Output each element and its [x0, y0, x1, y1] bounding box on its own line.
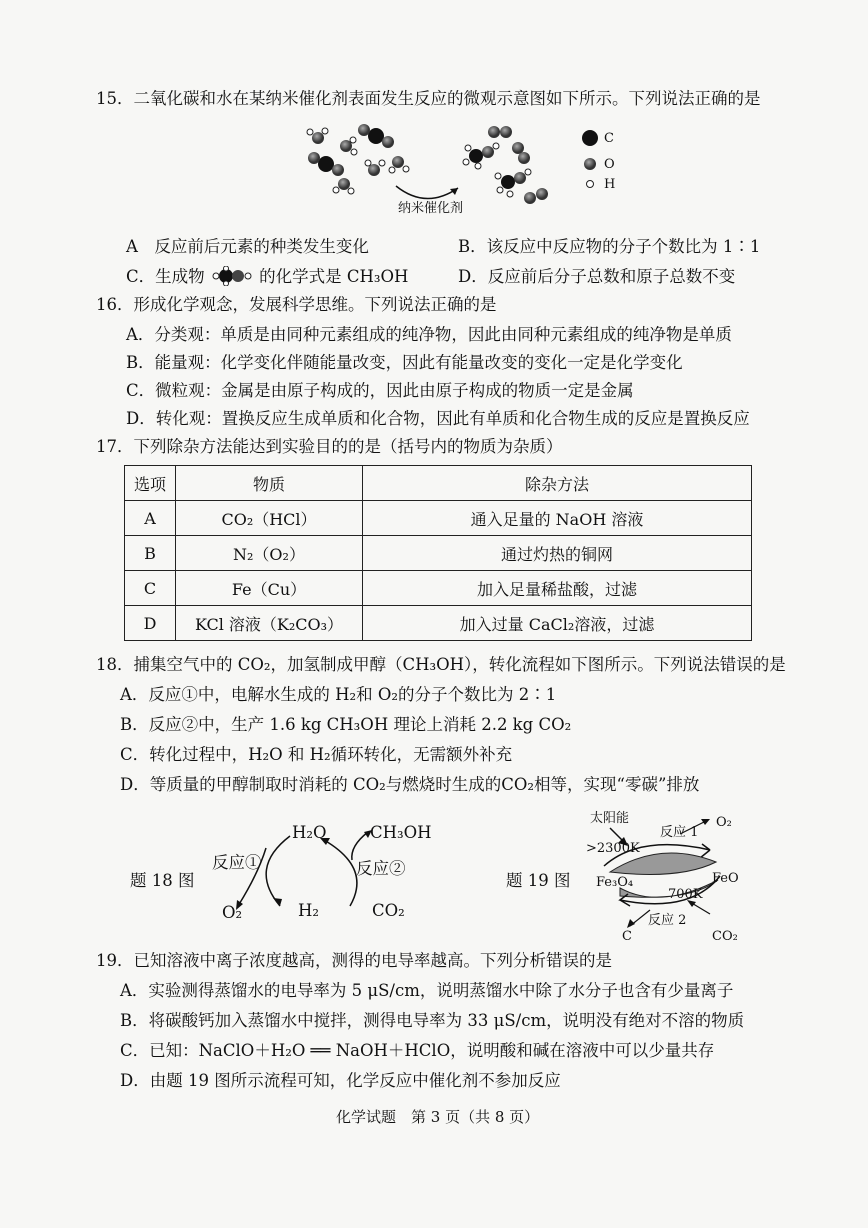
row-option: B: [125, 536, 176, 571]
reaction-arrow: [396, 186, 458, 199]
q15-option-b[interactable]: B．该反应中反应物的分子个数比为 1∶1: [458, 237, 761, 256]
q17-stem: 17．下列除杂方法能达到实验目的的是（括号内的物质为杂质）: [96, 437, 563, 456]
q15-option-d[interactable]: D．反应前后分子总数和原子总数不变: [458, 267, 736, 286]
row-substance: Fe（Cu）: [176, 571, 363, 606]
fig18-h2: H₂: [298, 901, 320, 920]
q18-option-d[interactable]: D．等质量的甲醇制取时消耗的 CO₂与燃烧时生成的CO₂相等，实现“零碳”排放: [120, 775, 700, 794]
header-option: 选项: [125, 466, 176, 501]
row-method: 加入过量 CaCl₂溶液，过滤: [363, 606, 752, 641]
q19-option-b[interactable]: B．将碳酸钙加入蒸馏水中搅拌，测得电导率为 33 μS/cm，说明没有绝对不溶的物质: [120, 1011, 745, 1030]
row-method: 通入足量的 NaOH 溶液: [363, 501, 752, 536]
fig18-h2o: H₂O: [292, 823, 327, 842]
product-methanol-molecule: [463, 143, 499, 169]
fig18-ch3oh: CH₃OH: [370, 823, 432, 842]
legend-oxygen-icon: [584, 158, 596, 170]
fig19-temp-low: 700K: [668, 887, 703, 902]
q18-option-c[interactable]: C．转化过程中，H₂O 和 H₂循环转化，无需额外补充: [120, 745, 513, 764]
fig19-fe3o4: Fe₃O₄: [596, 875, 634, 890]
q19-option-a[interactable]: A．实验测得蒸馏水的电导率为 5 μS/cm，说明蒸馏水中除了水分子也含有少量离子: [120, 981, 734, 1000]
fig19-reaction-2: 反应 2: [648, 913, 687, 928]
q15-option-a[interactable]: A 反应前后元素的种类发生变化: [126, 237, 369, 256]
fig18-label: 题 18 图: [130, 871, 195, 890]
q18-option-b[interactable]: B．反应②中，生产 1.6 kg CH₃OH 理论上消耗 2.2 kg CO₂: [120, 715, 572, 734]
q15-option-c-prefix: C．生成物: [126, 267, 205, 286]
reactant-water-molecule: [389, 156, 409, 173]
methanol-molecule-icon: [210, 266, 254, 286]
fig19-feo: FeO: [712, 871, 739, 886]
q19-option-d[interactable]: D．由题 19 图所示流程可知，化学反应中催化剂不参加反应: [120, 1071, 561, 1090]
q16-option-d[interactable]: D．转化观：置换反应生成单质和化合物，因此有单质和化合物生成的反应是置换反应: [126, 409, 750, 428]
page-footer: 化学试题 第 3 页（共 8 页）: [336, 1108, 540, 1126]
reactant-water-molecule: [333, 178, 354, 194]
q18-option-a[interactable]: A．反应①中，电解水生成的 H₂和 O₂的分子个数比为 2∶1: [120, 685, 557, 704]
header-method: 除杂方法: [363, 466, 752, 501]
row-substance: N₂（O₂）: [176, 536, 363, 571]
fig19-o2: O₂: [716, 815, 732, 830]
table-row[interactable]: [125, 606, 752, 641]
legend-hydrogen-icon: [587, 181, 594, 188]
q16-option-b[interactable]: B．能量观：化学变化伴随能量改变，因此有能量改变的变化一定是化学变化: [126, 353, 683, 372]
q15-option-c[interactable]: [126, 266, 408, 288]
fig19-label: 题 19 图: [506, 871, 571, 890]
fig19-co2: CO₂: [712, 929, 738, 944]
row-substance: CO₂（HCl）: [176, 501, 363, 536]
reactant-water-molecule: [307, 128, 328, 144]
q18-stem: 18．捕集空气中的 CO₂，加氢制成甲醇（CH₃OH），转化流程如下图所示。下列说法错误的是: [96, 655, 786, 674]
table-header-row: [125, 466, 752, 501]
fig19-reaction-1: 反应 1: [660, 825, 699, 840]
row-option: C: [125, 571, 176, 606]
table-row[interactable]: [125, 501, 752, 536]
legend-o-label: O: [604, 157, 615, 172]
product-oxygen-molecule: [488, 126, 512, 138]
reactant-co2-molecule: [308, 152, 344, 176]
q17-table: [124, 465, 752, 641]
row-substance: KCl 溶液（K₂CO₃）: [176, 606, 363, 641]
table-row[interactable]: [125, 571, 752, 606]
fig18-co2: CO₂: [372, 901, 405, 920]
row-method: 加入足量稀盐酸，过滤: [363, 571, 752, 606]
q16-option-c[interactable]: C．微粒观：金属是由原子构成的，因此由原子构成的物质一定是金属: [126, 381, 634, 400]
q19-option-c[interactable]: C．已知：NaClO＋H₂O ══ NaOH＋HClO，说明酸和碱在溶液中可以少量共存: [120, 1041, 715, 1060]
row-method: 通过灼热的铜网: [363, 536, 752, 571]
fig19-c: C: [622, 929, 632, 944]
reactant-water-molecule: [340, 137, 357, 155]
legend-carbon-icon: [582, 130, 598, 146]
q16-option-a[interactable]: A．分类观：单质是由同种元素组成的纯净物，因此由同种元素组成的纯净物是单质: [126, 325, 732, 344]
row-option: A: [125, 501, 176, 536]
catalyst-label: 纳米催化剂: [398, 201, 464, 216]
table-row[interactable]: [125, 536, 752, 571]
product-oxygen-molecule: [512, 142, 530, 164]
legend-c-label: C: [604, 131, 614, 146]
q15-stem: 15．二氧化碳和水在某纳米催化剂表面发生反应的微观示意图如下所示。下列说法正确的是: [96, 89, 761, 108]
product-methanol-molecule: [495, 169, 531, 197]
fig18-reaction-2: 反应②: [356, 859, 406, 878]
q15-option-c-suffix: 的化学式是 CH₃OH: [259, 267, 409, 286]
q16-stem: 16．形成化学观念，发展科学思维。下列说法正确的是: [96, 295, 497, 314]
reactant-co2-molecule: [358, 124, 394, 148]
header-substance: 物质: [176, 466, 363, 501]
fig18-o2: O₂: [222, 903, 243, 922]
q19-stem: 19．已知溶液中离子浓度越高，测得的电导率越高。下列分析错误的是: [96, 951, 612, 970]
legend-h-label: H: [604, 177, 616, 192]
reactant-water-molecule: [365, 160, 385, 176]
fig18-reaction-1: 反应①: [212, 853, 262, 872]
product-oxygen-molecule: [524, 188, 548, 204]
fig19-temp-high: >2300K: [586, 841, 640, 856]
fig19-solar: 太阳能: [590, 811, 630, 826]
row-option: D: [125, 606, 176, 641]
